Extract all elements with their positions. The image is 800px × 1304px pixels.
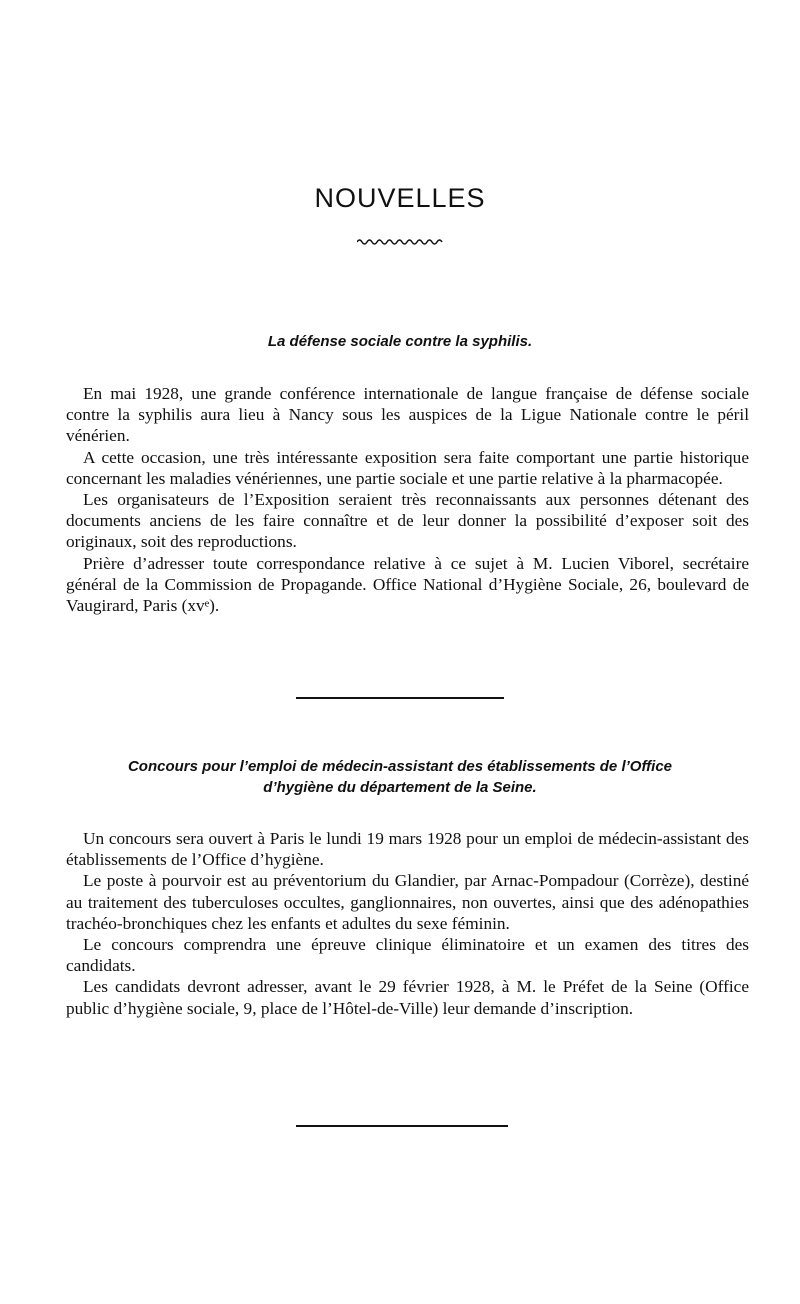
heading-line: Concours pour l’emploi de médecin-assistant des établissements de l’Office [127, 758, 673, 775]
heading-line: d’hygiène du département de la Seine. [263, 779, 537, 796]
section-heading-concours [60, 756, 740, 798]
section-divider [296, 1125, 508, 1127]
paragraph: Le poste à pourvoir est au préventorium du Glandier, par Arnac-Pompadour (Corrèze), destiné au traitement des tuberculoses occultes, ganglionnaires, non ouvertes, ainsi que des adénopathies trachéo-bronchiques chez les enfants et adultes du sexe féminin. [66, 871, 749, 933]
paragraph: A cette occasion, une très intéressante exposition sera faite comportant une partie historique concernant les maladies vénériennes, une partie sociale et une partie relative à la pharmacopée. [66, 447, 749, 488]
title-ornament [357, 238, 443, 246]
paragraph: Un concours sera ouvert à Paris le lundi 19 mars 1928 pour un emploi de médecin-assistant des établissements de l’Office d’hygiène. [66, 829, 749, 870]
section-heading-syphilis: La défense sociale contre la syphilis. [267, 333, 533, 350]
paragraph: Le concours comprendra une épreuve clinique éliminatoire et un examen des titres des candidats. [66, 935, 749, 976]
section-body-syphilis [66, 383, 749, 616]
page-title: NOUVELLES [314, 183, 486, 213]
paragraph: Les candidats devront adresser, avant le 29 février 1928, à M. le Préfet de la Seine (Office public d’hygiène sociale, 9, place de l’Hôtel-de-Ville) leur demande d’inscription. [66, 977, 749, 1018]
paragraph: En mai 1928, une grande conférence internationale de langue française de défense sociale contre la syphilis aura lieu à Nancy sous les auspices de la Ligue Nationale contre le péril vénérien. [66, 384, 749, 446]
paragraph: Prière d’adresser toute correspondance relative à ce sujet à M. Lucien Viborel, secrétaire général de la Commission de Propagande. Office National d’Hygiène Sociale, 26, boulevard de Vaugirard, Paris (xvᵉ). [66, 553, 749, 616]
section-divider [296, 697, 504, 699]
section-body-concours [66, 828, 749, 1019]
paragraph: Les organisateurs de l’Exposition seraient très reconnaissants aux personnes détenant des documents anciens de les faire connaître et de leur donner la possibilité d’exposer soit des originaux, soit des reproductions. [66, 490, 749, 552]
